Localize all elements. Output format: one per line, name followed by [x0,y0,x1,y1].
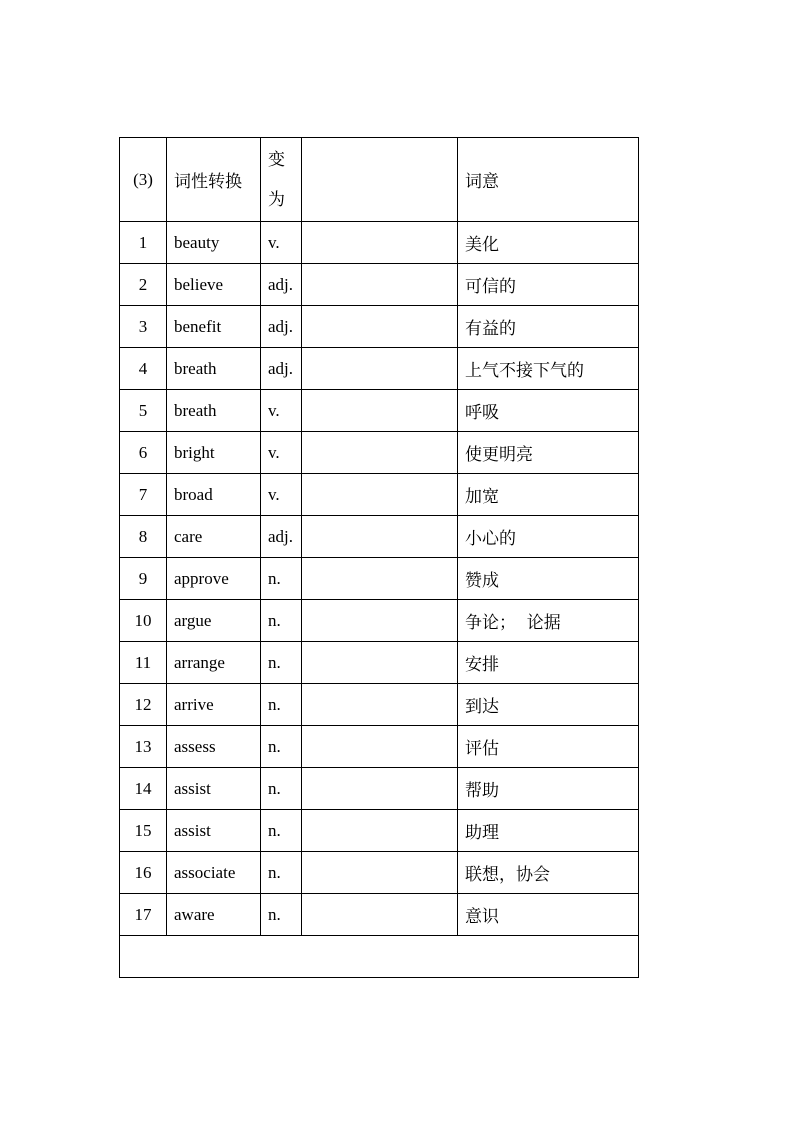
row-number: 11 [120,642,167,684]
answer-blank[interactable] [302,222,458,264]
answer-blank[interactable] [302,390,458,432]
row-number: 16 [120,852,167,894]
row-pos: n. [261,768,302,810]
row-meaning: 小心的 [458,516,639,558]
row-word: broad [167,474,261,516]
row-number: 1 [120,222,167,264]
row-number: 14 [120,768,167,810]
answer-blank[interactable] [302,726,458,768]
row-meaning: 上气不接下气的 [458,348,639,390]
table-row [120,516,639,558]
row-pos: v. [261,474,302,516]
row-pos: n. [261,810,302,852]
answer-blank[interactable] [302,894,458,936]
table-row [120,810,639,852]
row-number: 2 [120,264,167,306]
answer-blank[interactable] [302,558,458,600]
footer-cell [120,936,639,978]
answer-blank[interactable] [302,810,458,852]
answer-blank[interactable] [302,264,458,306]
row-word: breath [167,390,261,432]
table-row [120,432,639,474]
table-row [120,894,639,936]
table-row [120,306,639,348]
table-row [120,474,639,516]
answer-blank[interactable] [302,642,458,684]
answer-blank[interactable] [302,768,458,810]
row-pos: v. [261,222,302,264]
table-row [120,264,639,306]
row-number: 3 [120,306,167,348]
row-word: care [167,516,261,558]
row-meaning: 有益的 [458,306,639,348]
row-meaning: 使更明亮 [458,432,639,474]
row-number: 12 [120,684,167,726]
row-number: 13 [120,726,167,768]
header-answer [302,138,458,222]
answer-blank[interactable] [302,432,458,474]
row-number: 6 [120,432,167,474]
row-number: 7 [120,474,167,516]
table-row [120,222,639,264]
header-row [120,138,639,222]
row-word: arrive [167,684,261,726]
table-row [120,852,639,894]
row-pos: n. [261,642,302,684]
row-number: 9 [120,558,167,600]
row-meaning: 赞成 [458,558,639,600]
answer-blank[interactable] [302,348,458,390]
row-word: believe [167,264,261,306]
table-row [120,600,639,642]
table-row [120,726,639,768]
answer-blank[interactable] [302,474,458,516]
row-meaning: 争论； 论据 [458,600,639,642]
row-pos: n. [261,852,302,894]
header-change-line1: 变 [268,149,285,170]
row-word: arrange [167,642,261,684]
row-number: 17 [120,894,167,936]
row-pos: n. [261,558,302,600]
table-row [120,642,639,684]
row-word: assist [167,768,261,810]
table-row [120,348,639,390]
row-meaning: 意识 [458,894,639,936]
header-change-line2: 为 [268,189,285,210]
answer-blank[interactable] [302,516,458,558]
vocab-table-body [120,138,639,978]
row-meaning: 到达 [458,684,639,726]
row-meaning: 评估 [458,726,639,768]
row-number: 15 [120,810,167,852]
row-number: 8 [120,516,167,558]
row-word: approve [167,558,261,600]
answer-blank[interactable] [302,306,458,348]
table-row [120,558,639,600]
row-pos: n. [261,600,302,642]
row-word: assist [167,810,261,852]
footer-row [120,936,639,978]
table-row [120,390,639,432]
row-meaning: 呼吸 [458,390,639,432]
header-title: 词性转换 [167,138,261,222]
row-word: aware [167,894,261,936]
row-pos: adj. [261,264,302,306]
table-row [120,768,639,810]
header-change-to [261,138,302,222]
row-meaning: 加宽 [458,474,639,516]
row-word: bright [167,432,261,474]
row-pos: v. [261,432,302,474]
row-number: 4 [120,348,167,390]
header-meaning: 词意 [458,138,639,222]
row-pos: n. [261,726,302,768]
row-meaning: 助理 [458,810,639,852]
row-word: associate [167,852,261,894]
vocab-table [119,137,639,978]
row-word: assess [167,726,261,768]
row-meaning: 美化 [458,222,639,264]
row-pos: n. [261,894,302,936]
header-section: (3) [120,138,167,222]
row-meaning: 联想，协会 [458,852,639,894]
row-word: breath [167,348,261,390]
answer-blank[interactable] [302,600,458,642]
row-pos: v. [261,390,302,432]
row-pos: adj. [261,516,302,558]
row-number: 5 [120,390,167,432]
row-pos: adj. [261,306,302,348]
row-meaning: 可信的 [458,264,639,306]
row-pos: adj. [261,348,302,390]
row-number: 10 [120,600,167,642]
row-word: argue [167,600,261,642]
row-word: benefit [167,306,261,348]
row-pos: n. [261,684,302,726]
answer-blank[interactable] [302,852,458,894]
row-meaning: 安排 [458,642,639,684]
row-meaning: 帮助 [458,768,639,810]
answer-blank[interactable] [302,684,458,726]
row-word: beauty [167,222,261,264]
table-row [120,684,639,726]
